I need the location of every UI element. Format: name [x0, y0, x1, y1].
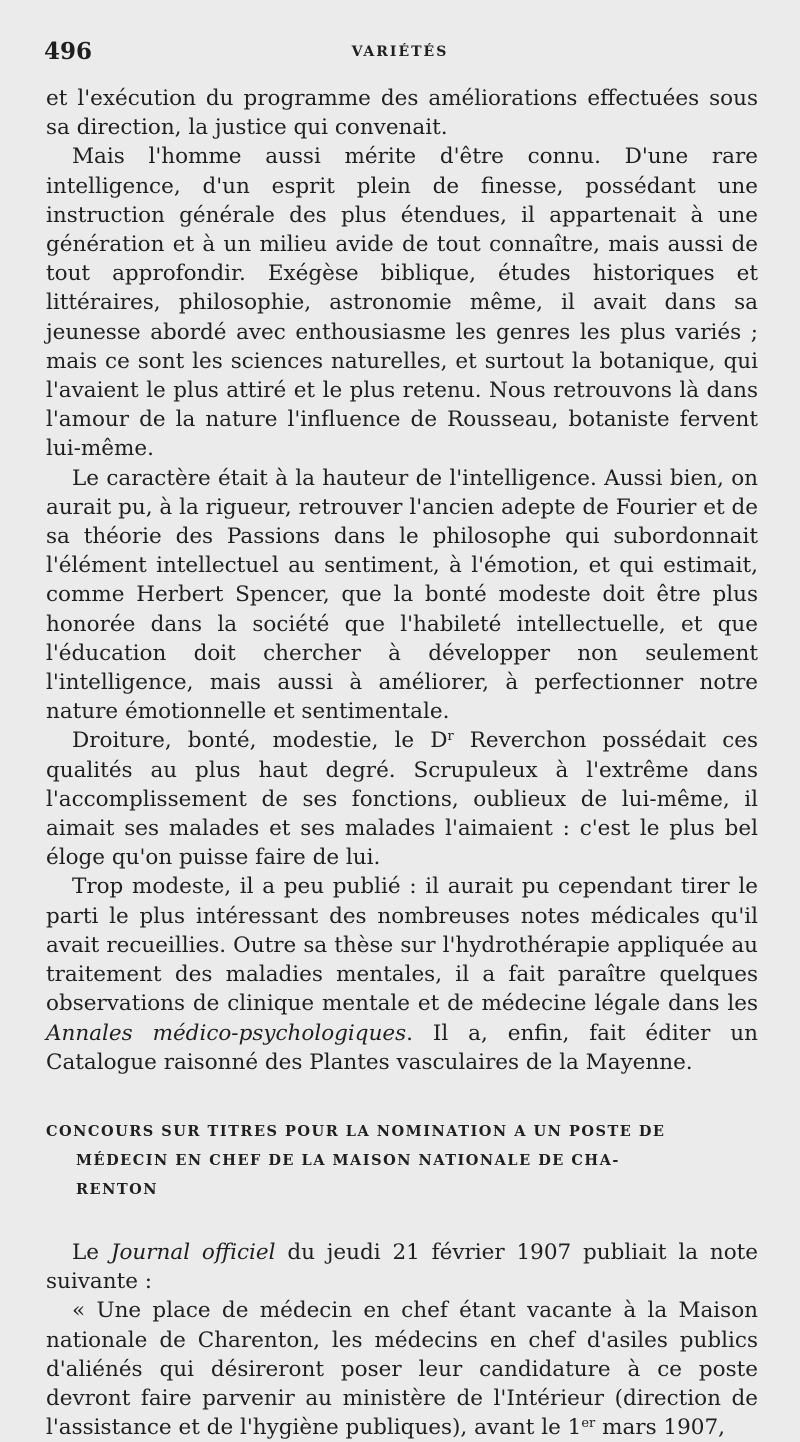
text-run: « Une place de médecin en chef étant vacante à la Maison nationale de Charenton, les médecins en chef d'asiles publics d'aliénés qui désireront poser leur candidature à ce poste devront faire parvenir au ministère de l'Intérieur (direction de l'assistance et de l'hygiène publiques), avant le 1 — [46, 1298, 758, 1441]
section-heading — [46, 1117, 758, 1204]
page-body — [46, 84, 758, 1442]
journal-title: Journal officiel — [110, 1239, 276, 1265]
text-run: Droiture, bonté, modestie, le D — [72, 728, 448, 754]
text-run: du jeudi 21 février 1907 publiait la note suivante : — [46, 1239, 758, 1295]
paragraph-quoted-notice — [46, 1296, 758, 1442]
section-heading-line: CONCOURS SUR TITRES POUR LA NOMINATION A UN POSTE DE — [46, 1122, 666, 1140]
text-run: mars 1907, — [595, 1415, 725, 1441]
superscript: er — [581, 1416, 596, 1432]
paragraph-character-portrait: Mais l'homme aussi mérite d'être connu. D'une rare intelligence, d'un esprit plein de finesse, possédant une instruction générale des plus étendues, il appartenait à une génération et à un milieu avide de tout connaître, mais aussi de tout approfondir. Exégèse biblique, études historiques et littéraires, philosophie, astronomie même, il avait dans sa jeunesse abordé avec enthousiasme les genres les plus variés ; mais ce sont les sciences naturelles, et surtout la botanique, qui l'avaient le plus attiré et le plus retenu. Nous retrouvons là dans l'amour de la nature l'influence de Rousseau, botaniste fervent lui-même. — [46, 144, 758, 462]
text-run: . Il a, enfin, fait éditer un Catalogue raisonné des Plantes vasculaires de la Mayenne. — [46, 1020, 758, 1075]
paragraph-character: Le caractère était à la hauteur de l'intelligence. Aussi bien, on aurait pu, à la rigueur, retrouver l'ancien adepte de Fourier et de sa théorie des Passions dans le philosophe qui subordonnait l'élément intellectuel au sentiment, à l'émotion, et qui estimait, comme Herbert Spencer, que la bonté modeste doit être plus honorée dans la société que l'habileté intellectuelle, et que l'éducation doit chercher à développer non seulement l'intelligence, mais aussi à améliorer, à perfectionner notre nature émotionnelle et sentimentale. — [46, 465, 758, 725]
paragraph-qualities — [46, 726, 758, 872]
section-heading-line: MÉDECIN EN CHEF DE LA MAISON NATIONALE DE CHA- — [76, 1151, 620, 1169]
journal-title: Annales médico-psychologiques — [46, 1020, 407, 1046]
text-run: Reverchon possédait ces qualités au plus haut degré. Scrupuleux à l'extrême dans l'accomplissement de ses fonctions, oublieux de lui-même, il aimait ses malades et ses malades l'aimaient : c'est le plus bel éloge qu'on puisse faire de lui. — [46, 728, 759, 871]
running-head: VARIÉTÉS — [351, 44, 449, 60]
paragraph-publications — [46, 872, 758, 1076]
section-heading-line: RENTON — [76, 1180, 159, 1198]
text-run: Le — [72, 1239, 111, 1265]
text-run: Trop modeste, il a peu publié : il aurait pu cependant tirer le parti le plus intéressant des nombreuses notes médicales qu'il avait recueillies. Outre sa thèse sur l'hydrothérapie appliquée au traitement des maladies mentales, il a fait paraître quelques observations de clinique mentale et de médecine légale dans les — [46, 874, 758, 1017]
paragraph-journal-note — [46, 1238, 758, 1296]
page-header — [44, 38, 756, 68]
paragraph-continuation: et l'exécution du programme des améliorations effectuées sous sa direction, la justice qui convenait. — [46, 86, 758, 141]
page-number: 496 — [44, 38, 93, 65]
superscript: r — [447, 729, 454, 745]
